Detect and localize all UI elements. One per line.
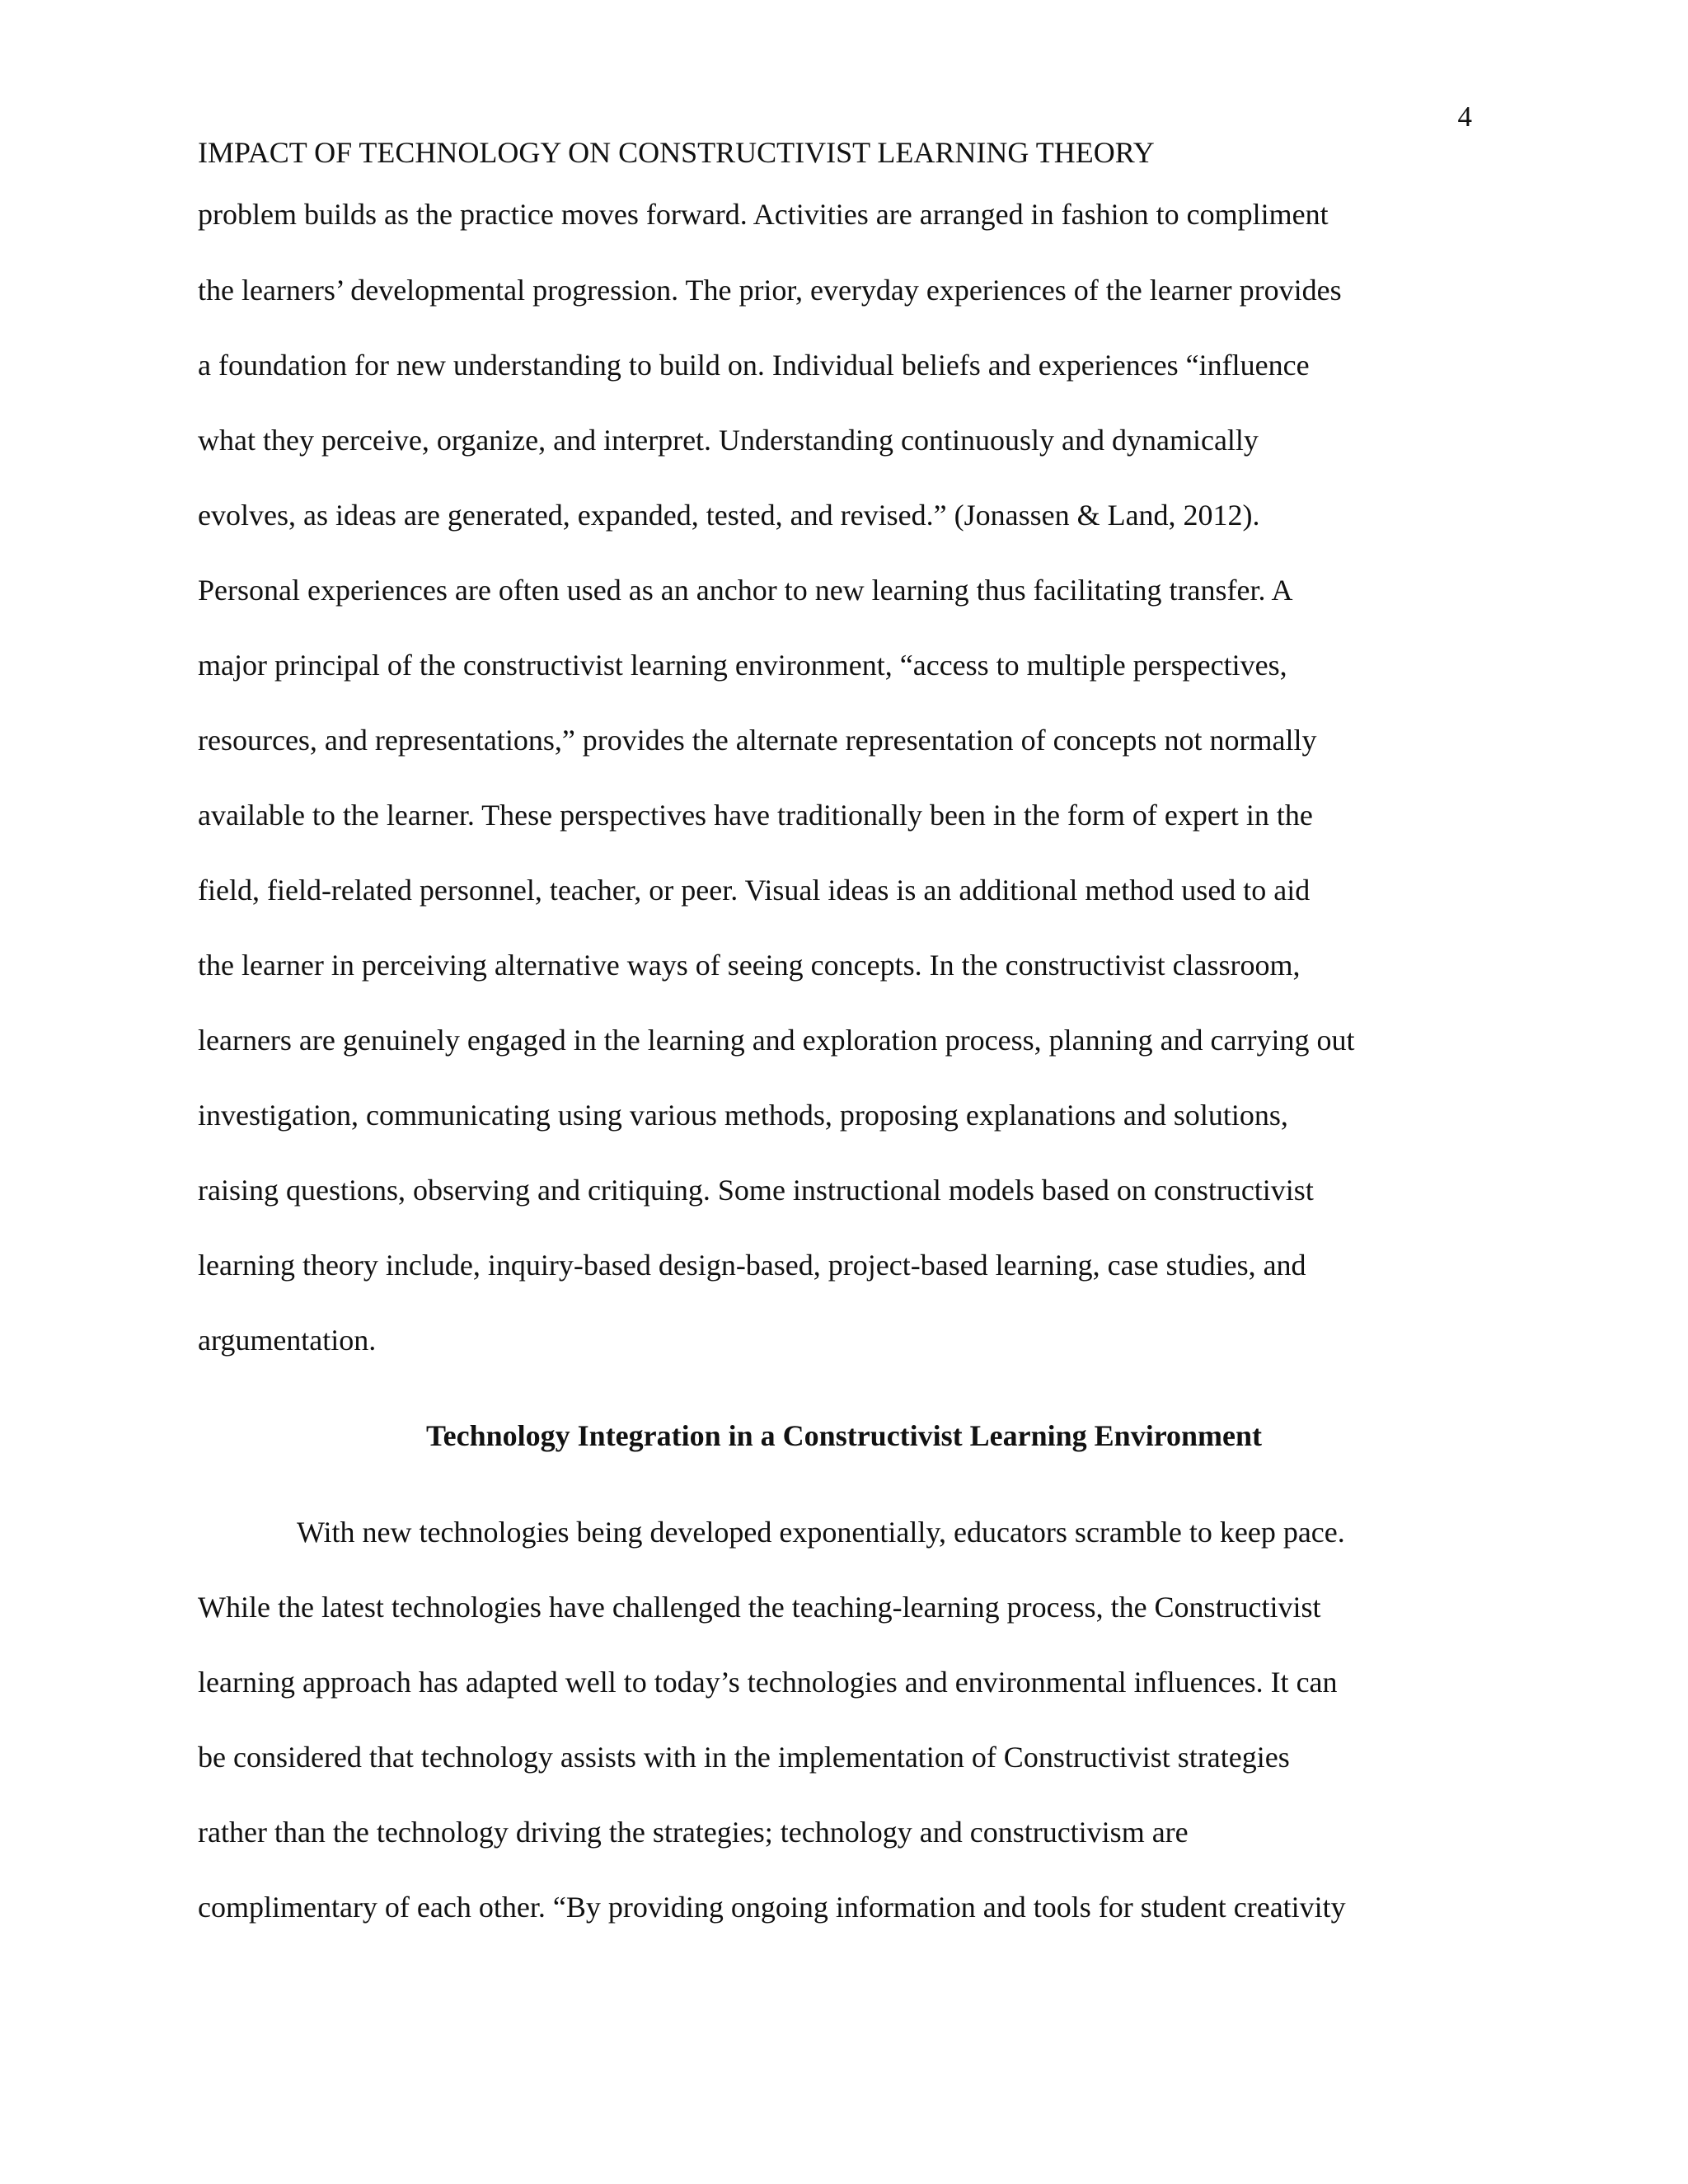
body-line: field, field-related personnel, teacher, or peer. Visual ideas is an additional method used to aid (198, 874, 1311, 907)
body-line: be considered that technology assists with in the implementation of Constructivist strategies (198, 1741, 1290, 1774)
body-line: learning approach has adapted well to today’s technologies and environmental influences. It can (198, 1666, 1338, 1699)
body-line: learners are genuinely engaged in the learning and exploration process, planning and carrying out (198, 1024, 1355, 1057)
body-line: learning theory include, inquiry-based design-based, project-based learning, case studies, and (198, 1249, 1306, 1282)
body-line: Personal experiences are often used as an anchor to new learning thus facilitating transfer. A (198, 574, 1293, 607)
body-line: complimentary of each other. “By providing ongoing information and tools for student creativity (198, 1891, 1346, 1924)
body-line: the learner in perceiving alternative ways of seeing concepts. In the constructivist classroom, (198, 949, 1301, 982)
body-line: argumentation. (198, 1324, 377, 1357)
body-line: evolves, as ideas are generated, expanded, tested, and revised.” (Jonassen & Land, 2012). (198, 499, 1260, 532)
body-line: resources, and representations,” provides the alternate representation of concepts not normally (198, 724, 1317, 757)
body-line: With new technologies being developed exponentially, educators scramble to keep pace. (297, 1516, 1345, 1549)
body-line: investigation, communicating using various methods, proposing explanations and solutions, (198, 1099, 1288, 1132)
body-line: raising questions, observing and critiquing. Some instructional models based on constructivist (198, 1174, 1314, 1207)
body-line: While the latest technologies have challenged the teaching-learning process, the Constructivist (198, 1591, 1321, 1624)
section-heading: Technology Integration in a Constructivist Learning Environment (425, 1419, 1263, 1452)
body-line: the learners’ developmental progression. The prior, everyday experiences of the learner provides (198, 274, 1342, 307)
running-head: IMPACT OF TECHNOLOGY ON CONSTRUCTIVIST LEARNING THEORY (198, 136, 1155, 169)
body-line: what they perceive, organize, and interpret. Understanding continuously and dynamically (198, 424, 1259, 457)
body-line: rather than the technology driving the strategies; technology and constructivism are (198, 1816, 1189, 1849)
body-line: a foundation for new understanding to build on. Individual beliefs and experiences “influence (198, 349, 1310, 382)
page-number: 4 (1457, 101, 1472, 133)
body-line: available to the learner. These perspectives have traditionally been in the form of expert in the (198, 799, 1313, 832)
body-line: major principal of the constructivist learning environment, “access to multiple perspectives, (198, 649, 1287, 682)
body-line: problem builds as the practice moves forward. Activities are arranged in fashion to compliment (198, 198, 1329, 231)
